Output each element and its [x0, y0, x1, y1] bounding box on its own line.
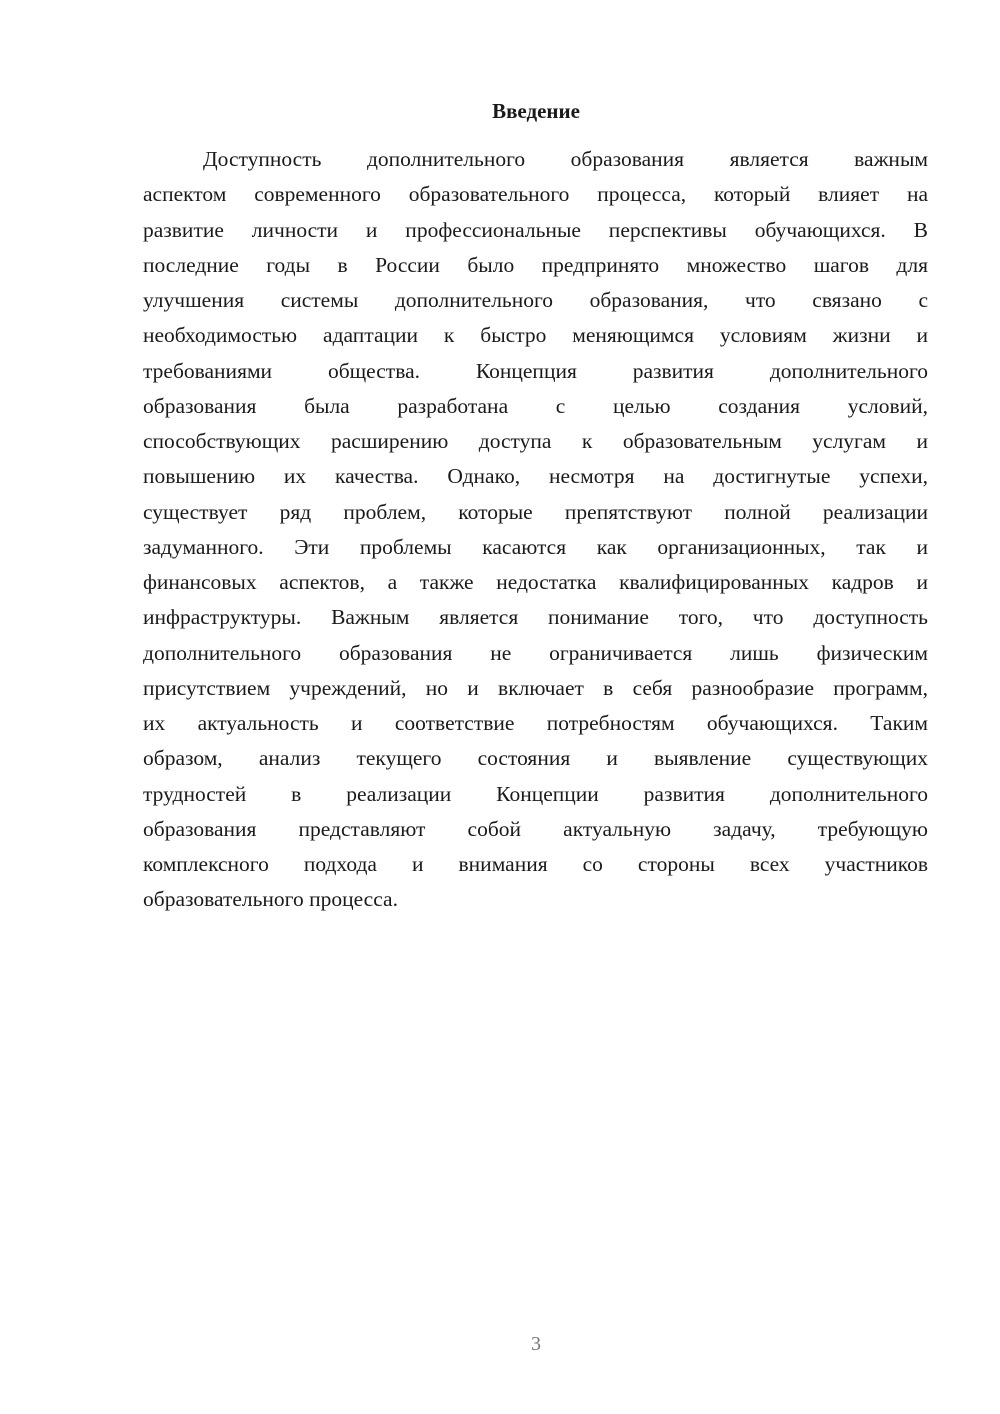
paragraph-line: присутствием учреждений, но и включает в себя разнообразие программ, — [143, 675, 928, 700]
paragraph-line: трудностей в реализации Концепции развития дополнительного — [143, 781, 928, 806]
paragraph-line: развитие личности и профессиональные перспективы обучающихся. В — [143, 217, 928, 242]
body-paragraph — [143, 142, 928, 918]
paragraph-line: финансовых аспектов, а также недостатка квалифицированных кадров и — [143, 570, 928, 594]
paragraph-line: образом, анализ текущего состояния и выявление существующих — [143, 746, 928, 771]
paragraph-line: их актуальность и соответствие потребностям обучающихся. Таким — [143, 711, 928, 735]
paragraph-line: аспектом современного образовательного процесса, который влияет на — [143, 182, 928, 207]
paragraph-line: последние годы в России было предпринято множество шагов для — [143, 252, 928, 277]
paragraph-line: повышению их качества. Однако, несмотря на достигнутые успехи, — [143, 464, 928, 489]
paragraph-line: дополнительного образования не ограничивается лишь физическим — [143, 640, 928, 665]
paragraph-line: образования представляют собой актуальную задачу, требующую — [143, 816, 928, 841]
paragraph-line: образовательного процесса. — [143, 887, 398, 912]
section-title: Введение — [492, 99, 580, 123]
page-number: 3 — [531, 1333, 541, 1355]
paragraph-line: комплексного подхода и внимания со стороны всех участников — [143, 852, 928, 876]
paragraph-line: способствующих расширению доступа к образовательным услугам и — [143, 429, 928, 453]
paragraph-line: существует ряд проблем, которые препятствуют полной реализации — [143, 499, 928, 524]
paragraph-line: необходимостью адаптации к быстро меняющимся условиям жизни и — [143, 323, 928, 348]
paragraph-line: образования была разработана с целью создания условий, — [143, 393, 928, 418]
paragraph-line: задуманного. Эти проблемы касаются как организационных, так и — [143, 534, 928, 559]
paragraph-line: требованиями общества. Концепция развития дополнительного — [143, 358, 928, 383]
paragraph-line: инфраструктуры. Важным является понимание того, что доступность — [143, 605, 928, 630]
paragraph-line: Доступность дополнительного образования является важным — [203, 147, 928, 171]
paragraph-line: улучшения системы дополнительного образования, что связано с — [143, 288, 928, 312]
